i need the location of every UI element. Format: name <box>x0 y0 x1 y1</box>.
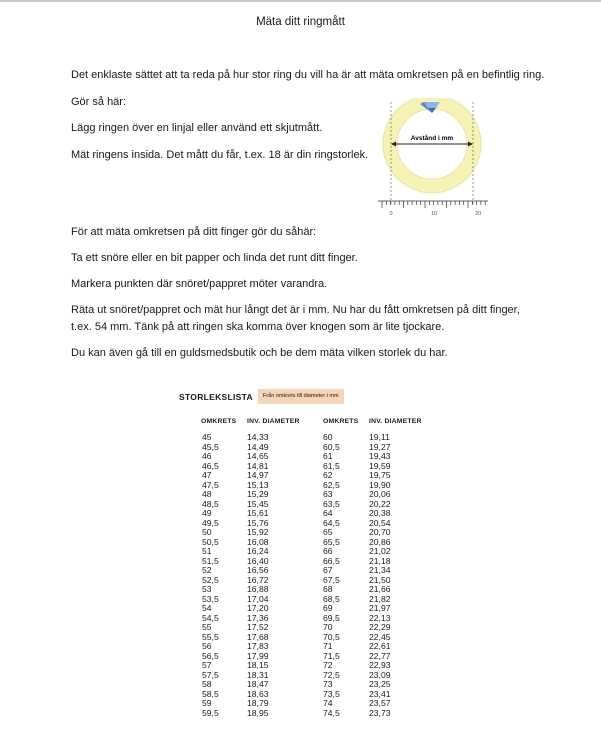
table-cell: 55,5 <box>202 631 219 642</box>
header-omkrets-2: OMKRETS <box>323 418 359 425</box>
table-cell: 21,02 <box>369 546 391 556</box>
table-cell: 18,47 <box>247 679 269 689</box>
table-cell: 48 <box>202 489 212 499</box>
table-cell: 71 <box>323 641 333 651</box>
table-cell: 58,5 <box>202 688 219 699</box>
table-cell: 19,11 <box>369 432 390 442</box>
header-diameter-2: INV. DIAMETER <box>369 418 422 425</box>
table-cell: 20,38 <box>369 508 391 518</box>
table-cell: 46 <box>202 451 212 461</box>
ring-measure-illustration <box>374 98 494 222</box>
table-cell: 22,77 <box>369 650 391 661</box>
table-cell: 16,56 <box>247 565 269 575</box>
table-cell: 72,5 <box>323 669 340 680</box>
table-cell: 20,70 <box>369 527 391 537</box>
table-cell: 16,24 <box>247 546 269 556</box>
header-omkrets-1: OMKRETS <box>201 418 237 425</box>
ruler <box>378 201 488 208</box>
table-cell: 14,97 <box>247 470 269 480</box>
table-cell: 17,20 <box>247 603 269 613</box>
page-top-border <box>0 0 601 2</box>
step-1: Lägg ringen över en linjal eller använd ett skjutmått. <box>71 122 323 134</box>
table-cell: 67,5 <box>323 574 340 585</box>
table-cell: 50,5 <box>202 536 219 547</box>
table-cell: 54,5 <box>202 612 219 623</box>
table-cell: 20,06 <box>369 489 391 499</box>
table-cell: 18,15 <box>247 660 269 670</box>
table-cell: 61 <box>323 451 333 461</box>
table-cell: 54 <box>202 603 212 613</box>
table-cell: 53 <box>202 584 212 594</box>
table-cell: 22,61 <box>369 641 391 651</box>
table-cell: 23,41 <box>369 688 391 699</box>
table-cell: 72 <box>323 660 333 670</box>
table-cell: 16,88 <box>247 584 269 594</box>
table-cell: 69,5 <box>323 612 340 623</box>
finger-intro: För att mäta omkretsen på ditt finger gör du såhär: <box>71 226 317 238</box>
step-2: Mät ringens insida. Det mått du får, t.ex. 18 är din ringstorlek. <box>71 149 369 161</box>
table-cell: 63,5 <box>323 498 340 509</box>
table-cell: 22,13 <box>369 612 391 623</box>
table-cell: 17,99 <box>247 650 269 661</box>
table-cell: 56,5 <box>202 650 219 661</box>
table-cell: 74 <box>323 698 333 708</box>
table-cell: 69 <box>323 603 333 613</box>
table-cell: 51,5 <box>202 555 219 566</box>
table-cell: 57,5 <box>202 669 219 680</box>
table-cell: 74,5 <box>323 707 340 718</box>
table-cell: 19,90 <box>369 479 391 490</box>
table-cell: 64,5 <box>323 517 340 528</box>
table-cell: 15,29 <box>247 489 269 499</box>
table-cell: 22,93 <box>369 660 391 670</box>
how-heading: Gör så här: <box>71 96 127 108</box>
table-cell: 58 <box>202 679 212 689</box>
page-title: Mäta ditt ringmått <box>256 16 345 28</box>
table-cell: 15,76 <box>247 517 269 528</box>
table-cell: 19,43 <box>369 451 391 461</box>
table-cell: 65,5 <box>323 536 340 547</box>
table-cell: 45,5 <box>202 441 219 452</box>
size-table-note: Från omkrets till diameter i mm <box>258 389 344 404</box>
table-cell: 70,5 <box>323 631 340 642</box>
table-cell: 22,45 <box>369 631 391 642</box>
table-cell: 60 <box>323 432 333 442</box>
table-cell: 19,59 <box>369 460 391 471</box>
table-cell: 15,92 <box>247 527 269 537</box>
column-diameter-1 <box>247 433 269 718</box>
table-cell: 23,09 <box>369 669 391 680</box>
ruler-label-20: 20 <box>474 211 482 217</box>
table-cell: 22,29 <box>369 622 391 632</box>
table-cell: 15,13 <box>247 479 269 490</box>
table-cell: 52 <box>202 565 212 575</box>
table-cell: 68,5 <box>323 593 340 604</box>
table-cell: 21,34 <box>369 565 391 575</box>
table-cell: 21,82 <box>369 593 391 604</box>
column-omkrets-1 <box>202 433 219 718</box>
table-cell: 67 <box>323 565 333 575</box>
table-cell: 59,5 <box>202 707 219 718</box>
intro-paragraph: Det enklaste sättet att ta reda på hur stor ring du vill ha är att mäta omkretsen på en befintlig ring. <box>71 69 545 81</box>
table-cell: 23,25 <box>369 679 391 689</box>
table-cell: 16,40 <box>247 555 269 566</box>
table-cell: 53,5 <box>202 593 219 604</box>
table-cell: 16,08 <box>247 536 269 547</box>
column-diameter-2 <box>369 433 391 718</box>
table-cell: 17,52 <box>247 622 269 632</box>
jeweler-paragraph: Du kan även gå till en guldsmedsbutik och be dem mäta vilken storlek du har. <box>71 347 448 359</box>
table-cell: 23,57 <box>369 698 391 708</box>
table-cell: 65 <box>323 527 333 537</box>
size-table-title: STORLEKSLISTA <box>179 392 253 402</box>
table-cell: 48,5 <box>202 498 219 509</box>
table-cell: 50 <box>202 527 212 537</box>
column-omkrets-2 <box>323 433 340 718</box>
table-cell: 66 <box>323 546 333 556</box>
table-cell: 14,33 <box>247 432 269 442</box>
table-cell: 20,54 <box>369 517 391 528</box>
distance-label: Avstånd i mm <box>410 135 454 142</box>
table-cell: 60,5 <box>323 441 340 452</box>
table-cell: 19,27 <box>369 441 391 452</box>
table-cell: 18,95 <box>247 707 269 718</box>
table-cell: 23,73 <box>369 707 391 718</box>
finger-step-1: Ta ett snöre eller en bit papper och linda det runt ditt finger. <box>71 252 358 264</box>
table-cell: 47,5 <box>202 479 219 490</box>
table-cell: 62,5 <box>323 479 340 490</box>
table-cell: 71,5 <box>323 650 340 661</box>
table-cell: 21,50 <box>369 574 391 585</box>
table-cell: 49 <box>202 508 212 518</box>
table-cell: 73,5 <box>323 688 340 699</box>
table-cell: 55 <box>202 622 212 632</box>
table-cell: 17,04 <box>247 593 269 604</box>
table-cell: 73 <box>323 679 333 689</box>
table-cell: 70 <box>323 622 333 632</box>
table-cell: 63 <box>323 489 333 499</box>
ruler-label-10: 10 <box>430 211 438 217</box>
table-cell: 14,81 <box>247 460 269 471</box>
ruler-label-0: 0 <box>389 211 393 217</box>
table-cell: 49,5 <box>202 517 219 528</box>
table-cell: 18,63 <box>247 688 269 699</box>
table-cell: 61,5 <box>323 460 340 471</box>
table-cell: 20,22 <box>369 498 391 509</box>
table-cell: 45 <box>202 432 212 442</box>
table-cell: 64 <box>323 508 333 518</box>
table-cell: 14,65 <box>247 451 269 461</box>
table-cell: 18,79 <box>247 698 269 708</box>
table-cell: 19,75 <box>369 470 391 480</box>
table-cell: 57 <box>202 660 212 670</box>
table-cell: 15,61 <box>247 508 269 518</box>
table-cell: 18,31 <box>247 669 269 680</box>
table-cell: 17,83 <box>247 641 269 651</box>
table-cell: 66,5 <box>323 555 340 566</box>
table-cell: 20,86 <box>369 536 391 547</box>
table-cell: 56 <box>202 641 212 651</box>
table-cell: 51 <box>202 546 212 556</box>
header-diameter-1: INV. DIAMETER <box>247 418 300 425</box>
table-cell: 17,68 <box>247 631 269 642</box>
table-cell: 21,66 <box>369 584 391 594</box>
table-cell: 62 <box>323 470 333 480</box>
table-cell: 46,5 <box>202 460 219 471</box>
table-cell: 52,5 <box>202 574 219 585</box>
table-cell: 68 <box>323 584 333 594</box>
table-cell: 21,18 <box>369 555 391 566</box>
table-cell: 47 <box>202 470 212 480</box>
table-cell: 17,36 <box>247 612 269 623</box>
table-cell: 59 <box>202 698 212 708</box>
table-cell: 21,97 <box>369 603 391 613</box>
table-cell: 16,72 <box>247 574 269 585</box>
finger-step-2: Markera punkten där snöret/pappret möter varandra. <box>71 278 328 290</box>
table-cell: 15,45 <box>247 498 269 509</box>
finger-step-3: Räta ut snöret/pappret och mät hur långt det är i mm. Nu har du fått omkretsen på ditt finger, t.ex. 54 mm. Tänk på att ringen ska komma över knogen som är lite tjockare. <box>71 304 520 333</box>
table-cell: 14,49 <box>247 441 269 452</box>
